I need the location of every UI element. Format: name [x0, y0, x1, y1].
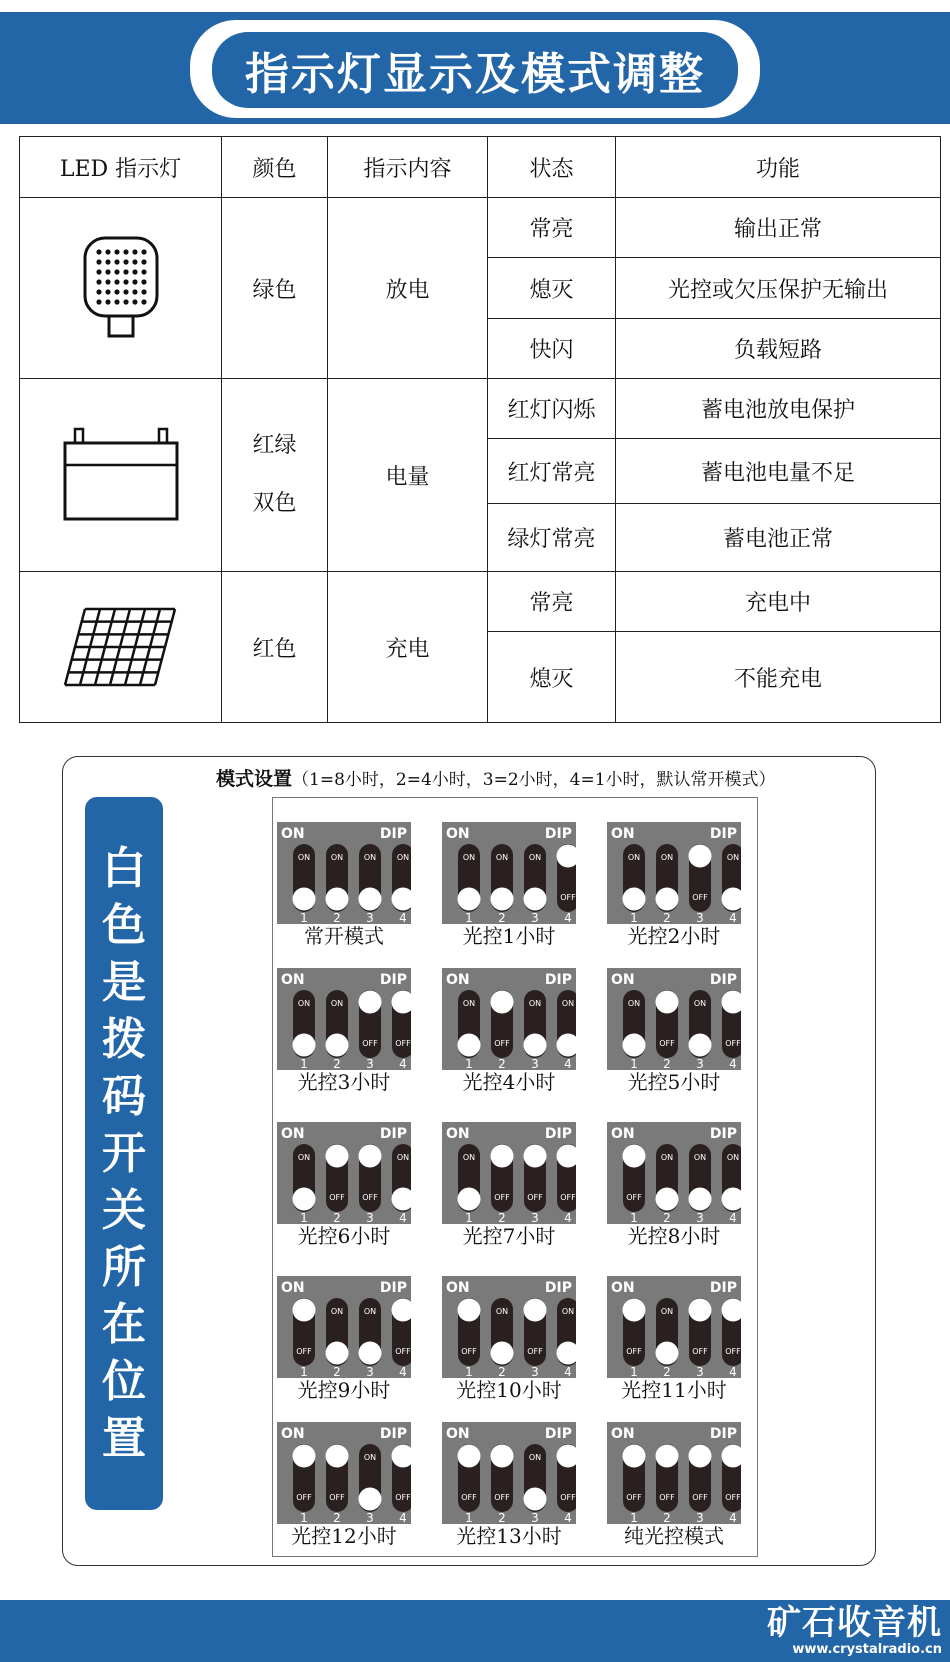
dip-state-label: ON — [297, 1153, 311, 1162]
dip-number-label: 3 — [531, 1511, 539, 1524]
dip-switch-mode — [442, 822, 576, 948]
dip-label: DIP — [379, 826, 407, 842]
led-indicator-table — [19, 136, 941, 723]
dip-state-label: ON — [363, 1307, 377, 1316]
header-led: LED 指示灯 — [20, 137, 222, 198]
dip-switch-icon — [607, 1276, 741, 1378]
header-color: 颜色 — [222, 137, 328, 198]
dip-mode-caption: 光控6小时 — [297, 1224, 391, 1248]
dip-knob — [689, 845, 712, 868]
dip-mode-caption: 光控4小时 — [462, 1070, 556, 1094]
dip-switch-mode — [607, 968, 741, 1094]
group3-color: 红色 — [222, 572, 328, 723]
dip-mode-caption: 光控11小时 — [621, 1378, 727, 1402]
dip-state-label: OFF — [461, 1347, 477, 1356]
side-label-char: 开 — [102, 1128, 146, 1179]
dip-mode-caption: 光控2小时 — [627, 924, 721, 948]
side-label-char: 色 — [102, 900, 146, 951]
dip-state-label: ON — [726, 853, 740, 862]
dip-number-label: 2 — [333, 1365, 341, 1378]
dip-knob — [359, 1342, 382, 1365]
dip-mode-caption: 光控5小时 — [627, 1070, 721, 1094]
dip-state-label: OFF — [527, 1347, 543, 1356]
dip-number-label: 3 — [531, 1057, 539, 1070]
state-cell: 红灯闪烁 — [488, 379, 616, 439]
dip-knob — [524, 1488, 547, 1511]
solar-panel-icon — [20, 572, 222, 723]
dip-number-label: 2 — [498, 1057, 506, 1070]
dip-state-label: OFF — [692, 1347, 708, 1356]
dip-number-label: 2 — [663, 1365, 671, 1378]
dip-state-label: ON — [462, 853, 476, 862]
dip-on-label: ON — [446, 826, 470, 842]
dip-knob — [491, 1342, 514, 1365]
dip-knob — [293, 1034, 316, 1057]
dip-on-label: ON — [611, 1280, 635, 1296]
dip-state-label: OFF — [659, 1039, 675, 1048]
dip-label: DIP — [544, 1426, 572, 1442]
dip-switch-icon — [442, 968, 576, 1070]
state-cell: 红灯常亮 — [488, 439, 616, 504]
dip-switch-icon — [277, 1422, 411, 1524]
header-content: 指示内容 — [328, 137, 488, 198]
group2-color-line1: 红绿 — [252, 433, 297, 458]
dip-number-label: 2 — [498, 911, 506, 924]
dip-mode-caption: 光控3小时 — [297, 1070, 391, 1094]
dip-number-label: 1 — [465, 911, 473, 924]
dip-number-label: 3 — [366, 1057, 374, 1070]
dip-switch-mode — [442, 1276, 576, 1402]
side-label-char: 是 — [102, 957, 146, 1008]
mode-title-sub: （1=8小时，2=4小时，3=2小时，4=1小时，默认常开模式） — [292, 770, 776, 790]
dip-label: DIP — [379, 1126, 407, 1142]
dip-number-label: 2 — [333, 1211, 341, 1224]
side-label-bar — [85, 797, 163, 1510]
dip-number-label: 1 — [630, 1365, 638, 1378]
dip-state-label: ON — [330, 999, 344, 1008]
dip-number-label: 3 — [531, 911, 539, 924]
dip-switch-icon — [277, 968, 411, 1070]
dip-state-label: OFF — [692, 1493, 708, 1502]
dip-number-label: 3 — [531, 1365, 539, 1378]
dip-state-label: ON — [528, 999, 542, 1008]
dip-switch-mode — [442, 968, 576, 1094]
dip-label: DIP — [709, 826, 737, 842]
dip-number-label: 3 — [366, 1365, 374, 1378]
dip-number-label: 1 — [465, 1365, 473, 1378]
led-lamp-icon — [20, 198, 222, 379]
dip-state-label: ON — [363, 853, 377, 862]
group2-color-line2: 双色 — [252, 491, 297, 516]
dip-state-label: ON — [396, 853, 410, 862]
dip-number-label: 1 — [465, 1057, 473, 1070]
dip-state-label: OFF — [626, 1347, 642, 1356]
dip-knob — [359, 888, 382, 911]
dip-switch-icon — [442, 822, 576, 924]
dip-state-label: ON — [726, 1153, 740, 1162]
dip-number-label: 1 — [300, 1365, 308, 1378]
dip-mode-caption: 光控9小时 — [297, 1378, 391, 1402]
dip-state-label: ON — [462, 1153, 476, 1162]
state-cell: 常亮 — [488, 572, 616, 632]
group1-content: 放电 — [328, 198, 488, 379]
dip-knob — [293, 888, 316, 911]
dip-number-label: 4 — [399, 1511, 407, 1524]
dip-number-label: 4 — [564, 1365, 572, 1378]
dip-knob — [359, 991, 382, 1014]
dip-label: DIP — [544, 1280, 572, 1296]
dip-switch-icon — [277, 1276, 411, 1378]
group2-content: 电量 — [328, 379, 488, 572]
dip-knob — [623, 1034, 646, 1057]
dip-state-label: OFF — [725, 1039, 741, 1048]
dip-state-label: OFF — [560, 893, 576, 902]
dip-switch-mode — [442, 1422, 576, 1548]
dip-state-label: OFF — [626, 1193, 642, 1202]
side-label-char: 码 — [102, 1071, 146, 1122]
dip-switch-icon — [277, 822, 411, 924]
dip-number-label: 3 — [696, 1365, 704, 1378]
header-function: 功能 — [616, 137, 941, 198]
dip-mode-caption: 常开模式 — [304, 924, 384, 948]
dip-state-label: OFF — [692, 893, 708, 902]
state-cell: 常亮 — [488, 198, 616, 258]
dip-number-label: 2 — [663, 1211, 671, 1224]
mode-title — [216, 764, 776, 791]
side-label-char: 置 — [102, 1413, 146, 1464]
dip-label: DIP — [379, 972, 407, 988]
dip-knob — [293, 1299, 316, 1322]
dip-state-label: OFF — [329, 1493, 345, 1502]
state-cell: 快闪 — [488, 319, 616, 379]
dip-on-label: ON — [281, 1280, 305, 1296]
dip-knob — [623, 1299, 646, 1322]
dip-state-label: OFF — [494, 1039, 510, 1048]
dip-switch-mode — [277, 968, 411, 1094]
dip-number-label: 1 — [300, 911, 308, 924]
dip-state-label: OFF — [296, 1493, 312, 1502]
dip-knob — [623, 1145, 646, 1168]
dip-number-label: 3 — [696, 1211, 704, 1224]
dip-state-label: ON — [495, 853, 509, 862]
dip-switch-mode — [277, 822, 411, 948]
top-white-strip — [0, 0, 950, 12]
dip-mode-caption: 光控12小时 — [291, 1524, 397, 1548]
dip-state-label: OFF — [626, 1493, 642, 1502]
function-cell: 光控或欠压保护无输出 — [616, 258, 941, 319]
dip-knob — [491, 991, 514, 1014]
dip-number-label: 4 — [399, 1211, 407, 1224]
dip-number-label: 4 — [564, 1211, 572, 1224]
dip-knob — [524, 1145, 547, 1168]
dip-state-label: OFF — [362, 1039, 378, 1048]
dip-switch-icon — [607, 1122, 741, 1224]
side-label-char: 白 — [102, 843, 146, 894]
dip-state-label: ON — [561, 1307, 575, 1316]
dip-state-label: ON — [660, 853, 674, 862]
dip-on-label: ON — [281, 826, 305, 842]
dip-number-label: 2 — [663, 911, 671, 924]
table-header-row — [20, 137, 941, 198]
dip-number-label: 3 — [366, 911, 374, 924]
dip-number-label: 4 — [729, 1365, 737, 1378]
dip-switch-mode — [277, 1422, 411, 1548]
dip-switch-icon — [277, 1122, 411, 1224]
dip-label: DIP — [709, 972, 737, 988]
dip-state-label: OFF — [659, 1493, 675, 1502]
dip-knob — [524, 1299, 547, 1322]
dip-switch-icon — [607, 968, 741, 1070]
dip-number-label: 4 — [399, 911, 407, 924]
group3-content: 充电 — [328, 572, 488, 723]
dip-knob — [326, 888, 349, 911]
dip-label: DIP — [544, 826, 572, 842]
dip-on-label: ON — [446, 1126, 470, 1142]
group2-color — [222, 379, 328, 572]
dip-number-label: 4 — [399, 1365, 407, 1378]
dip-knob — [689, 1034, 712, 1057]
dip-switch-mode — [607, 1276, 741, 1402]
dip-number-label: 3 — [696, 1057, 704, 1070]
brand-logo — [767, 1604, 942, 1657]
dip-state-label: OFF — [494, 1193, 510, 1202]
dip-knob — [293, 1445, 316, 1468]
dip-number-label: 1 — [630, 1057, 638, 1070]
dip-number-label: 2 — [498, 1365, 506, 1378]
battery-icon — [20, 379, 222, 572]
dip-knob — [656, 1445, 679, 1468]
dip-label: DIP — [709, 1126, 737, 1142]
dip-label: DIP — [379, 1426, 407, 1442]
dip-state-label: ON — [627, 999, 641, 1008]
dip-state-label: OFF — [296, 1347, 312, 1356]
dip-label: DIP — [709, 1280, 737, 1296]
dip-mode-caption: 光控1小时 — [462, 924, 556, 948]
dip-knob — [326, 1034, 349, 1057]
dip-number-label: 2 — [498, 1211, 506, 1224]
dip-mode-caption: 光控8小时 — [627, 1224, 721, 1248]
dip-state-label: ON — [693, 999, 707, 1008]
dip-on-label: ON — [281, 972, 305, 988]
function-cell: 蓄电池电量不足 — [616, 439, 941, 504]
dip-knob — [458, 1188, 481, 1211]
dip-switch-icon — [607, 822, 741, 924]
dip-mode-caption: 光控7小时 — [462, 1224, 556, 1248]
dip-state-label: ON — [297, 853, 311, 862]
dip-knob — [359, 1145, 382, 1168]
dip-on-label: ON — [446, 972, 470, 988]
dip-state-label: ON — [528, 1453, 542, 1462]
header-state: 状态 — [488, 137, 616, 198]
dip-number-label: 1 — [300, 1211, 308, 1224]
dip-knob — [458, 1299, 481, 1322]
dip-switch-icon — [442, 1122, 576, 1224]
dip-knob — [326, 1445, 349, 1468]
dip-number-label: 3 — [696, 1511, 704, 1524]
dip-switch-mode — [277, 1122, 411, 1248]
group1-color: 绿色 — [222, 198, 328, 379]
dip-state-label: ON — [660, 1307, 674, 1316]
dip-state-label: ON — [660, 1153, 674, 1162]
dip-knob — [458, 1445, 481, 1468]
dip-state-label: ON — [297, 999, 311, 1008]
dip-number-label: 1 — [465, 1211, 473, 1224]
dip-mode-caption: 光控10小时 — [456, 1378, 562, 1402]
brand-url: www.crystalradio.cn — [792, 1642, 942, 1657]
mode-title-main: 模式设置 — [216, 768, 293, 790]
dip-number-label: 1 — [300, 1057, 308, 1070]
dip-knob — [491, 1445, 514, 1468]
dip-mode-caption: 纯光控模式 — [624, 1524, 724, 1548]
dip-number-label: 2 — [333, 1057, 341, 1070]
dip-number-label: 1 — [300, 1511, 308, 1524]
dip-knob — [623, 1445, 646, 1468]
dip-on-label: ON — [281, 1126, 305, 1142]
dip-state-label: OFF — [494, 1493, 510, 1502]
dip-number-label: 2 — [663, 1057, 671, 1070]
dip-number-label: 4 — [564, 1057, 572, 1070]
table-row — [20, 198, 941, 258]
dip-switch-mode — [277, 1276, 411, 1402]
dip-number-label: 1 — [465, 1511, 473, 1524]
dip-state-label: ON — [561, 999, 575, 1008]
function-cell: 不能充电 — [616, 632, 941, 723]
dip-label: DIP — [379, 1280, 407, 1296]
dip-state-label: OFF — [560, 1193, 576, 1202]
dip-switch-icon — [442, 1422, 576, 1524]
dip-knob — [491, 888, 514, 911]
dip-number-label: 1 — [630, 911, 638, 924]
title-badge — [212, 32, 738, 108]
dip-number-label: 4 — [564, 911, 572, 924]
dip-state-label: OFF — [329, 1193, 345, 1202]
dip-number-label: 3 — [696, 911, 704, 924]
function-cell: 蓄电池正常 — [616, 504, 941, 572]
dip-knob — [689, 1445, 712, 1468]
function-cell: 输出正常 — [616, 198, 941, 258]
dip-state-label: ON — [330, 853, 344, 862]
dip-number-label: 3 — [366, 1511, 374, 1524]
state-cell: 熄灭 — [488, 632, 616, 723]
dip-switch-mode — [607, 1422, 741, 1548]
dip-state-label: OFF — [527, 1193, 543, 1202]
dip-knob — [293, 1188, 316, 1211]
dip-knob — [623, 888, 646, 911]
dip-number-label: 1 — [630, 1511, 638, 1524]
dip-knob — [458, 1034, 481, 1057]
dip-number-label: 4 — [729, 1057, 737, 1070]
dip-knob — [524, 1034, 547, 1057]
dip-knob — [491, 1145, 514, 1168]
function-cell: 充电中 — [616, 572, 941, 632]
dip-on-label: ON — [611, 826, 635, 842]
dip-number-label: 2 — [333, 1511, 341, 1524]
dip-switch-mode — [442, 1122, 576, 1248]
dip-state-label: OFF — [560, 1493, 576, 1502]
side-label-char: 拨 — [102, 1014, 146, 1065]
dip-knob — [326, 1342, 349, 1365]
dip-knob — [458, 888, 481, 911]
dip-knob — [656, 991, 679, 1014]
dip-state-label: OFF — [395, 1039, 411, 1048]
dip-switch-icon — [442, 1276, 576, 1378]
dip-state-label: ON — [462, 999, 476, 1008]
dip-number-label: 2 — [333, 911, 341, 924]
dip-state-label: OFF — [461, 1493, 477, 1502]
dip-knob — [524, 888, 547, 911]
side-label-char: 关 — [102, 1185, 146, 1236]
dip-number-label: 2 — [498, 1511, 506, 1524]
table-row — [20, 572, 941, 632]
dip-on-label: ON — [446, 1426, 470, 1442]
dip-on-label: ON — [446, 1280, 470, 1296]
state-cell: 熄灭 — [488, 258, 616, 319]
dip-state-label: ON — [495, 1307, 509, 1316]
dip-switch-icon — [607, 1422, 741, 1524]
side-label-char: 所 — [102, 1242, 146, 1293]
dip-state-label: OFF — [725, 1493, 741, 1502]
dip-number-label: 2 — [663, 1511, 671, 1524]
dip-label: DIP — [544, 972, 572, 988]
dip-state-label: OFF — [395, 1347, 411, 1356]
side-label-char: 位 — [102, 1356, 146, 1407]
dip-state-label: ON — [396, 1153, 410, 1162]
dip-number-label: 3 — [531, 1211, 539, 1224]
page-title: 指示灯显示及模式调整 — [245, 49, 705, 100]
dip-knob — [689, 1299, 712, 1322]
dip-knob — [326, 1145, 349, 1168]
side-label-char: 在 — [102, 1299, 146, 1350]
dip-state-label: OFF — [362, 1193, 378, 1202]
dip-number-label: 4 — [729, 1511, 737, 1524]
dip-state-label: ON — [528, 853, 542, 862]
dip-state-label: OFF — [725, 1347, 741, 1356]
dip-mode-caption: 光控13小时 — [456, 1524, 562, 1548]
dip-state-label: ON — [330, 1307, 344, 1316]
dip-knob — [656, 1188, 679, 1211]
dip-on-label: ON — [611, 972, 635, 988]
dip-state-label: ON — [627, 853, 641, 862]
dip-number-label: 1 — [630, 1211, 638, 1224]
dip-knob — [359, 1488, 382, 1511]
dip-number-label: 4 — [564, 1511, 572, 1524]
dip-number-label: 4 — [729, 1211, 737, 1224]
dip-switch-mode — [607, 822, 741, 948]
dip-number-label: 4 — [729, 911, 737, 924]
dip-label: DIP — [709, 1426, 737, 1442]
dip-number-label: 4 — [399, 1057, 407, 1070]
brand-name: 矿石收音机 — [767, 1603, 942, 1643]
dip-state-label: ON — [693, 1153, 707, 1162]
dip-label: DIP — [544, 1126, 572, 1142]
dip-state-label: OFF — [395, 1493, 411, 1502]
dip-number-label: 3 — [366, 1211, 374, 1224]
dip-knob — [656, 888, 679, 911]
dip-on-label: ON — [611, 1426, 635, 1442]
dip-state-label: ON — [363, 1453, 377, 1462]
dip-on-label: ON — [611, 1126, 635, 1142]
function-cell: 负载短路 — [616, 319, 941, 379]
dip-switch-mode — [607, 1122, 741, 1248]
table-row — [20, 379, 941, 439]
dip-on-label: ON — [281, 1426, 305, 1442]
state-cell: 绿灯常亮 — [488, 504, 616, 572]
function-cell: 蓄电池放电保护 — [616, 379, 941, 439]
dip-knob — [689, 1188, 712, 1211]
dip-knob — [656, 1342, 679, 1365]
